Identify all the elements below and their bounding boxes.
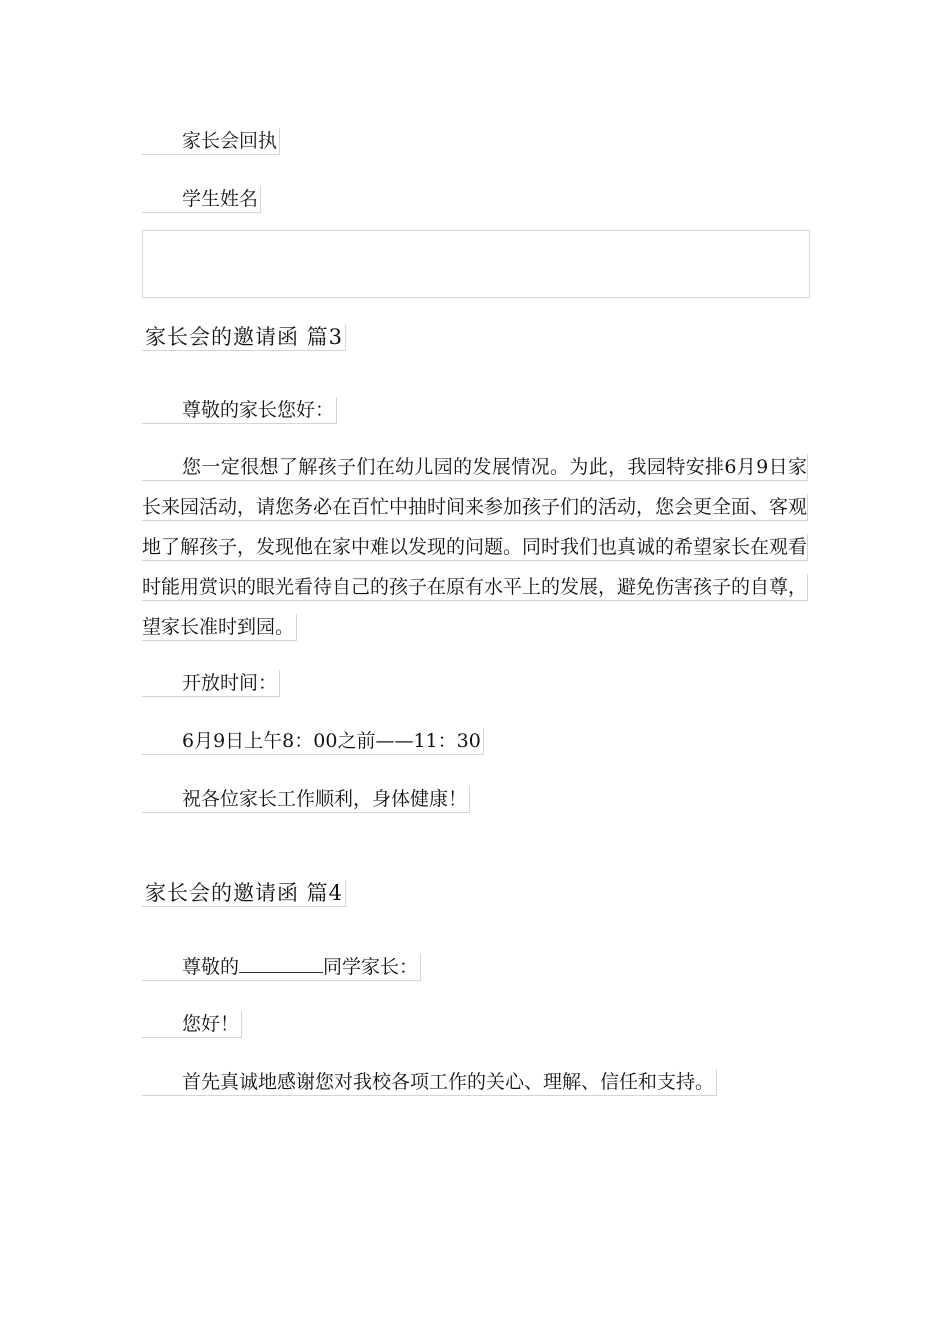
- body-line: 望家长准时到园。: [142, 614, 297, 641]
- body-line: 您一定很想了解孩子们在幼儿园的发展情况。为此，我园特安排6月9日家: [142, 454, 808, 481]
- section4-heading: 家长会的邀请函 篇4: [142, 880, 346, 907]
- section3-greeting: 尊敬的家长您好：: [142, 397, 337, 424]
- greeting-prefix: 尊敬的: [182, 956, 240, 978]
- open-time-value: 6月9日上午8：00之前——11：30: [142, 728, 484, 755]
- section4-greeting: [142, 954, 421, 981]
- section4-hello: 您好！: [142, 1011, 242, 1038]
- section3-body: [142, 454, 808, 654]
- receipt-title: 家长会回执: [142, 128, 280, 155]
- body-line: 时能用赏识的眼光看待自己的孩子在原有水平上的发展，避免伤害孩子的自尊，: [142, 574, 808, 601]
- section3-closing: 祝各位家长工作顺利，身体健康！: [142, 786, 470, 813]
- body-line: 地了解孩子，发现他在家中难以发现的问题。同时我们也真诚的希望家长在观看: [142, 534, 808, 561]
- student-name-field[interactable]: [142, 230, 810, 298]
- student-name-blank[interactable]: [239, 954, 323, 973]
- open-time-label: 开放时间：: [142, 670, 280, 697]
- student-name-label: 学生姓名: [142, 186, 261, 213]
- section4-first-line: 首先真诚地感谢您对我校各项工作的关心、理解、信任和支持。: [142, 1069, 717, 1096]
- greeting-suffix: 同学家长：: [323, 956, 419, 978]
- body-line: 长来园活动，请您务必在百忙中抽时间来参加孩子们的活动，您会更全面、客观: [142, 494, 808, 521]
- section3-heading: 家长会的邀请函 篇3: [142, 324, 346, 351]
